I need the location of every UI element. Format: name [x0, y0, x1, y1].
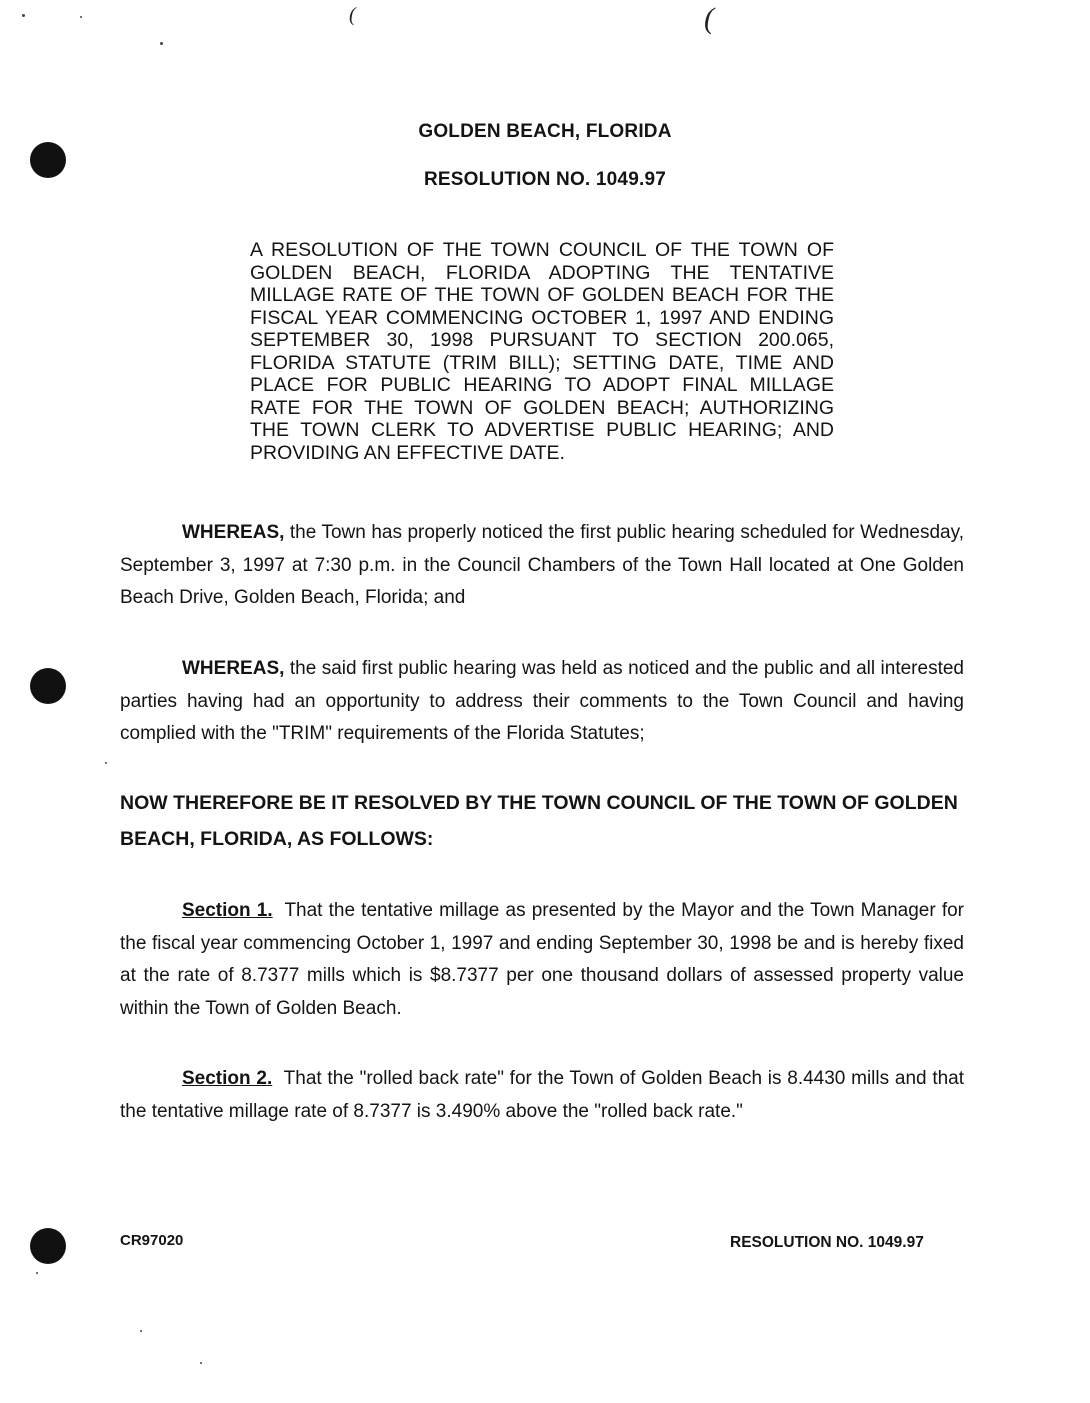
- section-1-label: Section 1.: [182, 900, 273, 921]
- whereas-paragraph-2: [120, 653, 964, 751]
- scan-mark: (: [349, 4, 356, 26]
- scan-speck: [80, 16, 82, 18]
- section-1-paragraph: [120, 895, 964, 1025]
- whereas-lead: WHEREAS,: [182, 522, 285, 543]
- resolution-abstract: A RESOLUTION OF THE TOWN COUNCIL OF THE TOWN OF GOLDEN BEACH, FLORIDA ADOPTING THE TENTATIVE MILLAGE RATE OF THE TOWN OF GOLDEN BEACH FOR THE FISCAL YEAR COMMENCING OCTOBER 1, 1997 AND ENDING SEPTEMBER 30, 1998 PURSUANT TO SECTION 200.065, FLORIDA STATUTE (TRIM BILL); SETTING DATE, TIME AND PLACE FOR PUBLIC HEARING TO ADOPT FINAL MILLAGE RATE FOR THE TOWN OF GOLDEN BEACH; AUTHORIZING THE TOWN CLERK TO ADVERTISE PUBLIC HEARING; AND PROVIDING AN EFFECTIVE DATE.: [250, 239, 834, 464]
- page-title: GOLDEN BEACH, FLORIDA: [418, 121, 672, 142]
- footer-resolution-number: RESOLUTION NO. 1049.97: [730, 1234, 924, 1251]
- punch-hole-bottom: [30, 1228, 66, 1264]
- footer-code: CR97020: [120, 1232, 184, 1249]
- resolution-number: RESOLUTION NO. 1049.97: [424, 169, 666, 190]
- whereas-text: the said first public hearing was held as noticed and the public and all interested parties having had an opportunity to address their comments to the Town Council and having complied with the "TRIM" requirements of the Florida Statutes;: [120, 658, 964, 744]
- scan-speck: [200, 1362, 202, 1364]
- scan-mark: (: [704, 2, 714, 35]
- whereas-text: the Town has properly noticed the first public hearing scheduled for Wednesday, September 3, 1997 at 7:30 p.m. in the Council Chambers of the Town Hall located at One Golden Beach Drive, Golden Beach, Florida; and: [120, 522, 964, 608]
- resolved-clause: NOW THEREFORE BE IT RESOLVED BY THE TOWN COUNCIL OF THE TOWN OF GOLDEN BEACH, FLORIDA, AS FOLLOWS:: [120, 792, 958, 850]
- section-2-label: Section 2.: [182, 1068, 273, 1089]
- whereas-paragraph-1: [120, 517, 964, 615]
- whereas-lead: WHEREAS,: [182, 658, 285, 679]
- section-1-text: That the tentative millage as presented by the Mayor and the Town Manager for the fiscal year commencing October 1, 1997 and ending September 30, 1998 be and is hereby fixed at the rate of 8.7377 mills which is $8.7377 per one thousand dollars of assessed property value within the Town of Golden Beach.: [120, 900, 964, 1019]
- scan-speck: [22, 14, 25, 17]
- scan-speck: [140, 1330, 142, 1332]
- section-2-text: That the "rolled back rate" for the Town of Golden Beach is 8.4430 mills and that the tentative millage rate of 8.7377 is 3.490% above the "rolled back rate.": [120, 1068, 965, 1122]
- scan-speck: [160, 42, 163, 45]
- scan-speck: [105, 762, 107, 764]
- section-2-paragraph: [120, 1063, 964, 1128]
- scan-speck: [36, 1272, 38, 1274]
- punch-hole-middle: [30, 668, 66, 704]
